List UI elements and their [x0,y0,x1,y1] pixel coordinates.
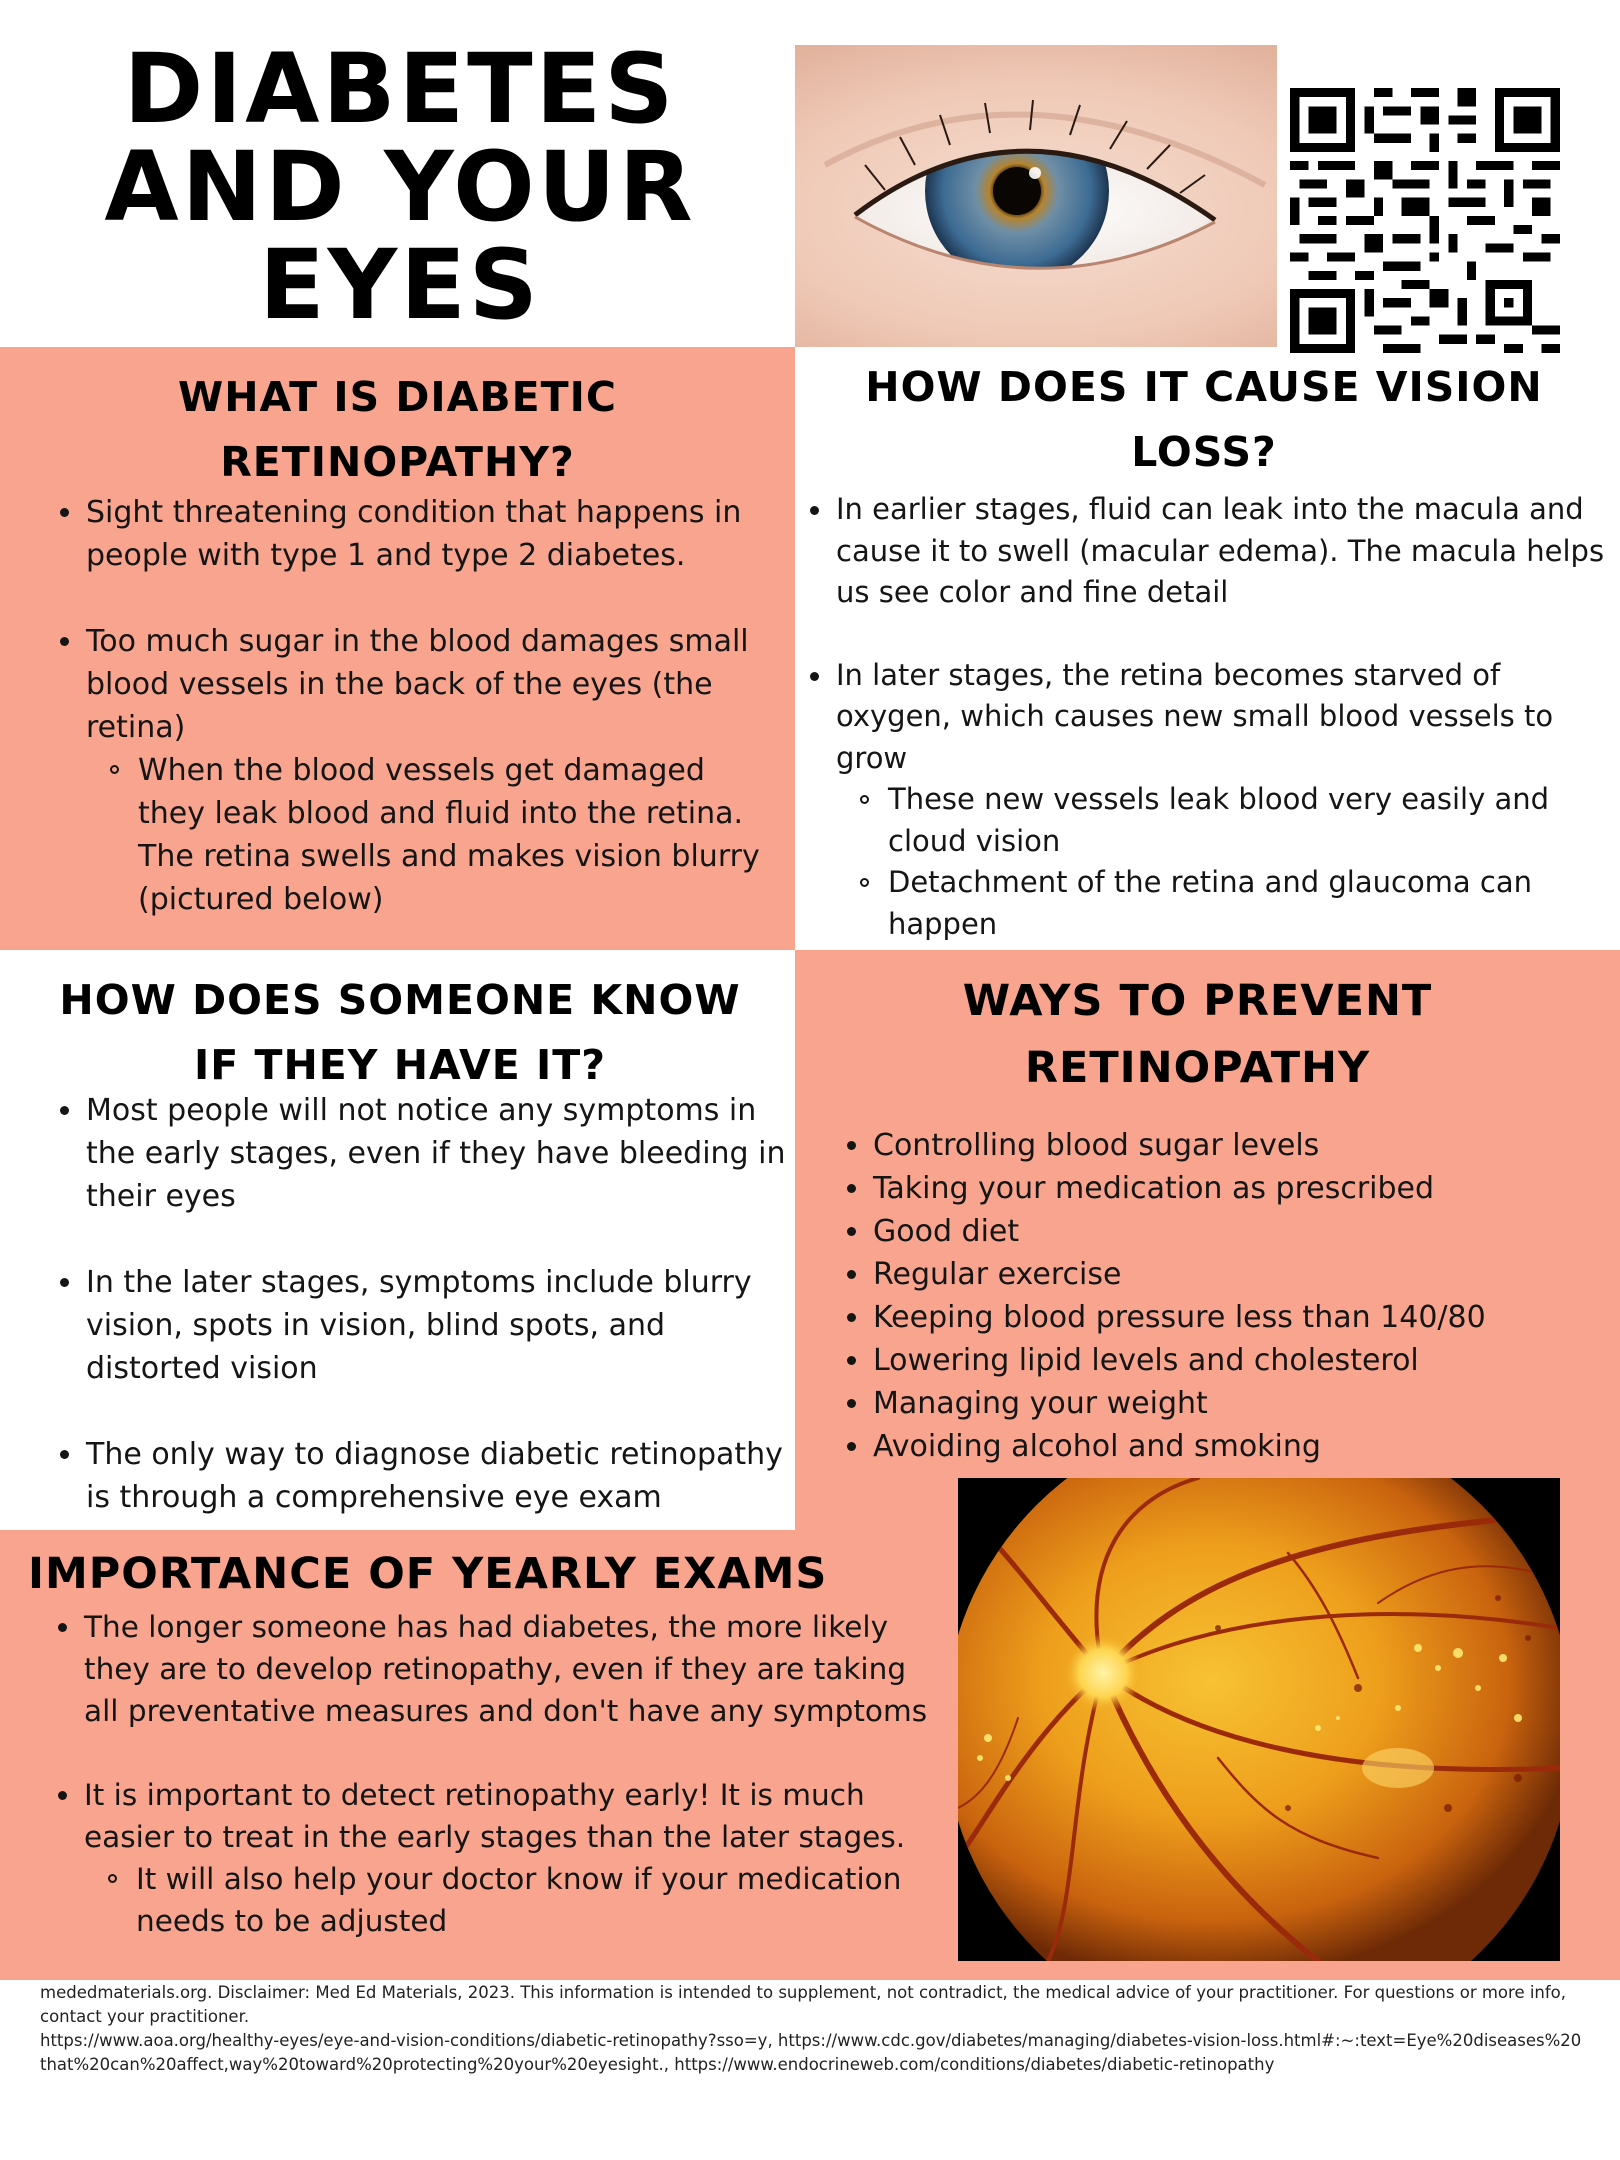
sources-text[interactable]: https://www.aoa.org/healthy-eyes/eye-and-vision-conditions/diabetic-retinopathy?sso=y, https://www.cdc.gov/diabetes/managing/diabetes-vision-loss.html#:~:text=Eye%20diseases%20that%20can%20affect,way%20toward%20protecting%20your%20eyesight., https://www.endocrineweb.com/conditions/diabetes/diabetic-retinopathy [40,2031,1582,2074]
list-item: The only way to diagnose diabetic retinopathy is through a comprehensive eye exam [56,1433,786,1519]
list-item: Managing your weight [843,1382,1603,1425]
what-is-heading: WHAT IS DIABETIC RETINOPATHY? [178,373,617,486]
list-item: Avoiding alcohol and smoking [843,1425,1603,1468]
vision-loss-heading: HOW DOES IT CAUSE VISION LOSS? [865,363,1543,476]
list-item: Most people will not notice any symptoms in the early stages, even if they have bleeding in their eyes [56,1089,786,1218]
list-item: Taking your medication as prescribed [843,1167,1603,1210]
retina-fundus-photo [958,1478,1560,1961]
how-know-heading: HOW DOES SOMEONE KNOW IF THEY HAVE IT? [59,976,741,1089]
vision-loss-list [806,489,1606,945]
footer [40,1981,1585,2077]
prevent-section [795,950,1620,1480]
list-item: Too much sugar in the blood damages small blood vessels in the back of the eyes (the retina) When the blood vessels get damaged they leak blood and fluid into the retina. The retina swells and makes vision blurry (pictured below) [56,620,776,921]
list-item: In the later stages, symptoms include blurry vision, spots in vision, blind spots, and distorted vision [56,1261,786,1390]
eye-closeup-photo [795,45,1277,347]
list-item: Lowering lipid levels and cholesterol [843,1339,1603,1382]
list-item: Keeping blood pressure less than 140/80 [843,1296,1603,1339]
list-item: Good diet [843,1210,1603,1253]
prevent-list [843,1124,1603,1468]
page-title: DIABETES AND YOUR EYES [104,33,696,341]
list-item: The longer someone has had diabetes, the more likely they are to develop retinopathy, even if they are taking all preventative measures and don't have any symptoms [54,1606,949,1732]
list-item: Controlling blood sugar levels [843,1124,1603,1167]
list-item: It is important to detect retinopathy early! It is much easier to treat in the early stages than the later stages. It will also help your doctor know if your medication needs to be adjusted [54,1774,949,1942]
list-item: In later stages, the retina becomes starved of oxygen, which causes new small blood vessels to grow These new vessels leak blood very easily and cloud vision Detachment of the retina and glaucoma can happen [806,655,1606,946]
yearly-list [54,1606,949,1942]
yearly-heading: IMPORTANCE OF YEARLY EXAMS [28,1549,828,1599]
list-item: Sight threatening condition that happens in people with type 1 and type 2 diabetes. [56,491,776,577]
how-know-list [56,1089,786,1519]
list-sub-item: It will also help your doctor know if your medication needs to be adjusted [136,1858,949,1942]
what-is-list [56,491,776,921]
list-sub-item: Detachment of the retina and glaucoma can happen [888,862,1606,945]
what-is-section [0,347,795,950]
prevent-heading: WAYS TO PREVENT RETINOPATHY [962,976,1433,1093]
list-sub-item: These new vessels leak blood very easily and cloud vision [888,779,1606,862]
list-sub-item: When the blood vessels get damaged they leak blood and fluid into the retina. The retina swells and makes vision blurry (pictured below) [138,749,776,921]
vision-loss-section [795,347,1620,950]
yearly-section [0,1530,960,1980]
disclaimer-text: mededmaterials.org. Disclaimer: Med Ed Materials, 2023. This information is intended to supplement, not contradict, the medical advice of your practitioner. For questions or more info, contact your practitioner. [40,1983,1567,2026]
how-know-section [0,950,795,1530]
list-item: Regular exercise [843,1253,1603,1296]
list-item: In earlier stages, fluid can leak into the macula and cause it to swell (macular edema). The macula helps us see color and fine detail [806,489,1606,614]
qr-code[interactable] [1290,88,1560,353]
